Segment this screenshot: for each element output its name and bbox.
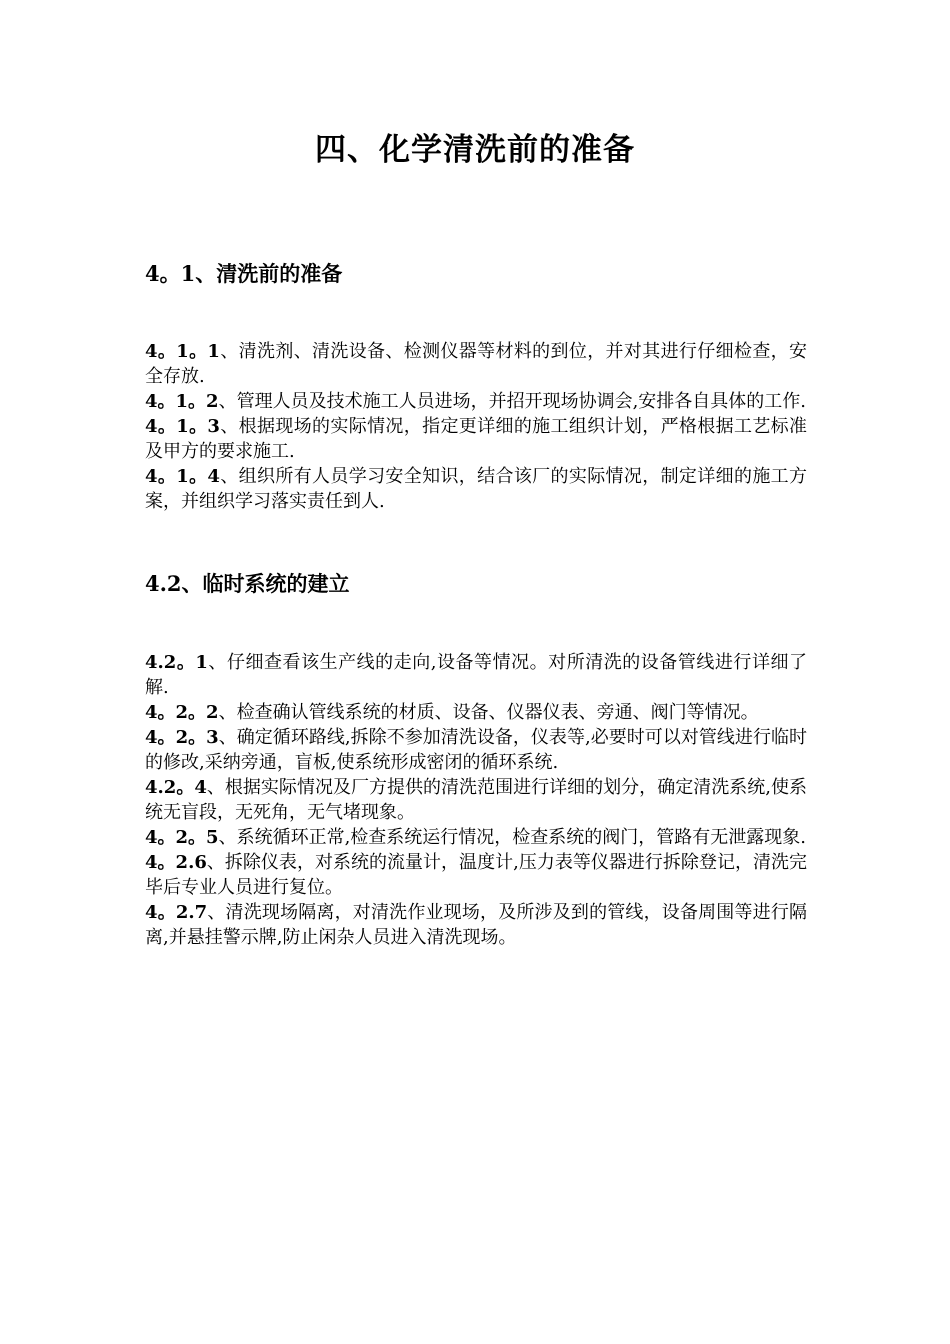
paragraph-4-1-2 [145,389,807,414]
paragraph-4-2-1 [145,650,807,700]
paragraph-4-1-3 [145,414,807,464]
paragraph-4-2-5 [145,825,807,850]
page-title: 四、化学清洗前的准备 [315,132,635,168]
paragraph-number: 4。1。2 [145,391,219,412]
section-heading-temporary-system: 4.2、临时系统的建立 [145,571,350,596]
paragraph-4-1-4 [145,464,807,514]
paragraph-text: 、确定循环路线,拆除不参加清洗设备，仪表等,必要时可以对管线进行临时的修改,采纳旁通，盲板,使系统形成密闭的循环系统. [145,727,807,773]
paragraph-4-2-3 [145,725,807,775]
paragraph-text: 、拆除仪表，对系统的流量计，温度计,压力表等仪器进行拆除登记，清洗完毕后专业人员进行复位。 [145,852,808,898]
paragraph-text: 、管理人员及技术施工人员进场，并招开现场协调会,安排各自具体的工作. [218,391,807,412]
paragraph-number: 4。2。3 [145,727,219,748]
paragraph-number: 4.2。4 [145,777,207,798]
paragraph-number: 4。2.6 [145,852,207,873]
paragraph-text: 、系统循环正常,检查系统运行情况，检查系统的阀门，管路有无泄露现象. [218,827,807,848]
paragraph-4-1-1 [145,339,807,389]
paragraph-number: 4。2。5 [145,827,219,848]
paragraph-number: 4.2。1 [145,652,208,673]
paragraph-number: 4。2。2 [145,702,219,723]
paragraph-4-2-6 [145,850,807,900]
section-body-temporary-system [145,650,807,950]
paragraph-number: 4。1。1 [145,341,220,362]
paragraph-number: 4。1。3 [145,416,220,437]
paragraph-number: 4。2.7 [145,902,208,923]
paragraph-4-2-2 [145,700,807,725]
paragraph-text: 、仔细查看该生产线的走向,设备等情况。对所清洗的设备管线进行详细了解. [145,652,808,698]
paragraph-4-2-7 [145,900,807,950]
paragraph-text: 、根据实际情况及厂方提供的清洗范围进行详细的划分，确定清洗系统,使系统无盲段，无死角，无气堵现象。 [145,777,808,823]
paragraph-text: 、检查确认管线系统的材质、设备、仪器仪表、旁通、阀门等情况。 [218,702,759,723]
section-heading-preparation: 4。1、清洗前的准备 [145,261,343,286]
paragraph-text: 、根据现场的实际情况，指定更详细的施工组织计划，严格根据工艺标准及甲方的要求施工. [145,416,808,462]
section-body-preparation [145,339,807,514]
paragraph-text: 、清洗剂、清洗设备、检测仪器等材料的到位，并对其进行仔细检查，安全存放. [145,341,808,387]
paragraph-4-2-4 [145,775,807,825]
paragraph-number: 4。1。4 [145,466,220,487]
paragraph-text: 、清洗现场隔离，对清洗作业现场，及所涉及到的管线，设备周围等进行隔离,并悬挂警示牌,防止闲杂人员进入清洗现场。 [145,902,808,948]
paragraph-text: 、组织所有人员学习安全知识，结合该厂的实际情况，制定详细的施工方案，并组织学习落实责任到人. [145,466,808,512]
